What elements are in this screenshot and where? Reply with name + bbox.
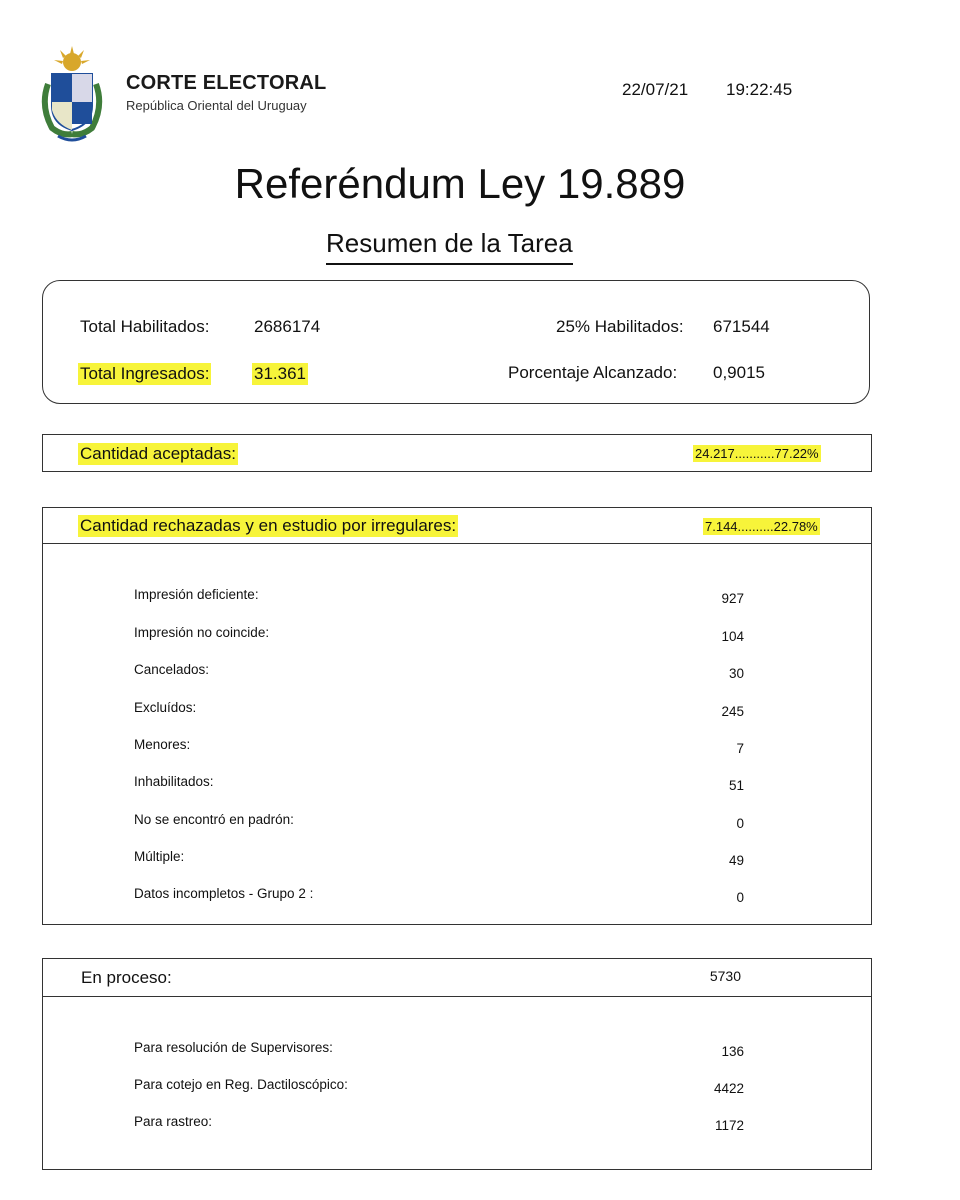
rechazadas-row (134, 774, 744, 794)
row-value: 245 (721, 704, 744, 719)
row-value: 30 (728, 666, 744, 681)
summary-box (42, 280, 870, 404)
row-label: Excluídos: (134, 700, 197, 715)
row-value: 1172 (714, 1118, 744, 1133)
rechazadas-row (134, 849, 744, 869)
aceptadas-value: 24.217...........77.22% (695, 446, 819, 461)
en-proceso-label: En proceso: (81, 968, 172, 987)
row-label: Impresión deficiente: (134, 587, 259, 602)
rechazadas-row (134, 737, 744, 757)
row-value: 0 (736, 890, 744, 905)
en-proceso-box (42, 958, 872, 1170)
en-proceso-value: 5730 (709, 968, 741, 984)
rechazadas-row (134, 662, 744, 682)
row-label: Inhabilitados: (134, 774, 214, 789)
habilitados-25-label: 25% Habilitados: (556, 317, 684, 336)
total-habilitados-value: 2686174 (254, 317, 321, 336)
rechazadas-row (134, 812, 744, 832)
row-label: Cancelados: (134, 662, 210, 677)
habilitados-25-value: 671544 (713, 317, 770, 336)
row-label: No se encontró en padrón: (134, 812, 294, 827)
rechazadas-label: Cantidad rechazadas y en estudio por irregulares: (80, 516, 457, 535)
row-label: Para rastreo: (134, 1114, 213, 1129)
organization-name: CORTE ELECTORAL (126, 72, 327, 94)
row-label: Menores: (134, 737, 191, 752)
row-value: 136 (721, 1044, 744, 1059)
report-date: 22/07/21 (622, 80, 689, 99)
total-habilitados-label: Total Habilitados: (80, 317, 210, 336)
row-value: 51 (728, 778, 744, 793)
row-label: Múltiple: (134, 849, 185, 864)
total-ingresados-value: 31.361 (254, 364, 306, 383)
page-subtitle: Resumen de la Tarea (326, 228, 573, 265)
en-proceso-row (134, 1077, 744, 1097)
rechazadas-value: 7.144..........22.78% (705, 519, 818, 534)
row-label: Datos incompletos - Grupo 2 : (134, 886, 314, 901)
rechazadas-row (134, 700, 744, 720)
row-label: Para cotejo en Reg. Dactiloscópico: (134, 1077, 348, 1092)
page-title: Referéndum Ley 19.889 (234, 160, 686, 207)
report-time: 19:22:45 (726, 80, 793, 99)
porcentaje-alcanzado-value: 0,9015 (713, 363, 765, 382)
uruguay-coat-of-arms-icon (38, 44, 106, 144)
row-value: 104 (721, 629, 744, 644)
rechazadas-row (134, 587, 744, 607)
row-label: Impresión no coincide: (134, 625, 270, 640)
total-ingresados-label: Total Ingresados: (80, 364, 210, 383)
porcentaje-alcanzado-label: Porcentaje Alcanzado: (508, 363, 678, 382)
rechazadas-row (134, 625, 744, 645)
en-proceso-row (134, 1040, 744, 1060)
row-value: 927 (721, 591, 744, 606)
rechazadas-divider (42, 543, 872, 544)
row-value: 0 (736, 816, 744, 831)
en-proceso-divider (42, 996, 872, 997)
en-proceso-row (134, 1114, 744, 1134)
rechazadas-row (134, 886, 744, 906)
organization-subtitle: República Oriental del Uruguay (126, 98, 307, 113)
row-value: 7 (736, 741, 744, 756)
row-value: 49 (728, 853, 744, 868)
row-label: Para resolución de Supervisores: (134, 1040, 333, 1055)
row-value: 4422 (713, 1081, 744, 1096)
aceptadas-label: Cantidad aceptadas: (80, 444, 236, 463)
